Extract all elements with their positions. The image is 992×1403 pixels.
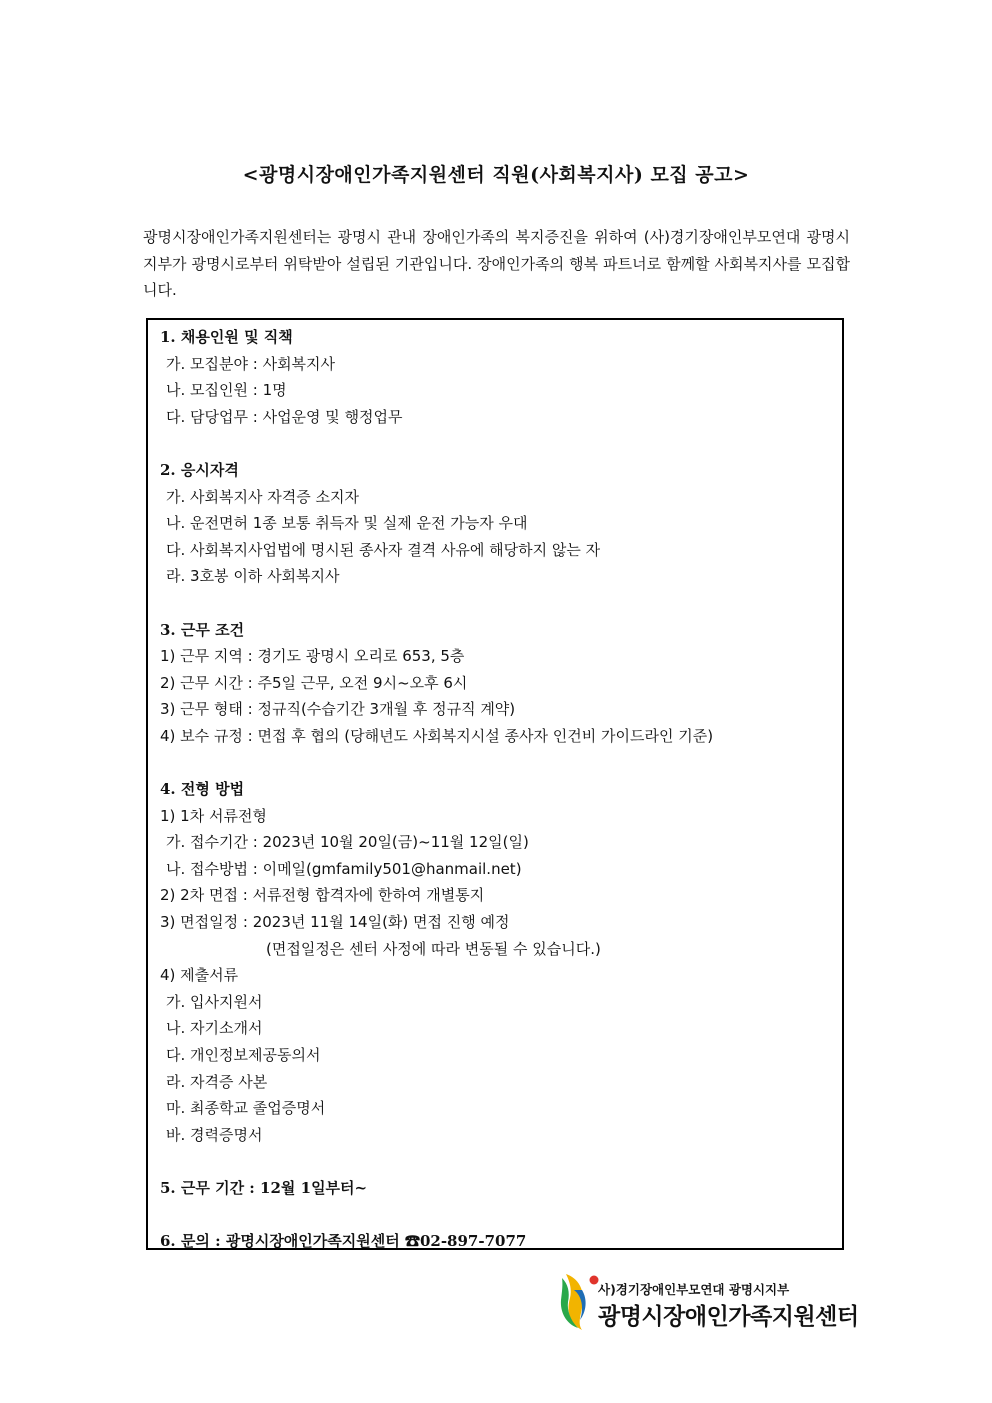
section-1-heading: 1. 채용인원 및 직책 [160,328,293,346]
intro-paragraph: 광명시장애인가족지원센터는 광명시 관내 장애인가족의 복지증진을 위하여 (사)경기장애인부모연대 광명시지부가 광명시로부터 위탁받아 설립된 기관입니다. 장애인가족의 행복 파트너로 함께할 사회복지사를 모집합니다. [143,228,850,299]
list-item: 나. 자기소개서 [166,1019,263,1038]
list-item: 1) 1차 서류전형 [160,806,267,825]
list-item: 가. 모집분야 : 사회복지사 [166,354,336,373]
list-item: 바. 경력증명서 [166,1125,263,1144]
section-4-heading: 4. 전형 방법 [160,780,245,799]
list-item: 라. 자격증 사본 [166,1072,268,1091]
list-item: 4) 보수 규정 : 면접 후 협의 (당해년도 사회복지시설 종사자 인건비 가이드라인 기준) [160,726,714,745]
section-6-heading: 6. 문의 : 광명시장애인가족지원센터 ☎02-897-7077 [160,1232,527,1251]
section-2-heading: 2. 응시자격 [160,460,239,479]
list-item: 2) 2차 면접 : 서류전형 합격자에 한하여 개별통지 [160,886,485,905]
recruitment-details-box [146,318,844,1250]
section-5-heading: 5. 근무 기간 : 12월 1일부터~ [160,1179,368,1197]
list-item: 2) 근무 시간 : 주5일 근무, 오전 9시~오후 6시 [160,673,468,692]
interview-schedule-note: (면접일정은 센터 사정에 따라 변동될 수 있습니다.) [266,939,601,958]
list-item: 4) 제출서류 [160,966,239,985]
list-item: 3) 근무 형태 : 정규직(수습기간 3개월 후 정규직 계약) [160,700,516,719]
section-3-heading: 3. 근무 조건 [160,620,245,639]
list-item: 나. 모집인원 : 1명 [166,381,287,400]
logo-org-text: 사)경기장애인부모연대 광명시지부 [598,1282,790,1297]
list-item: 3) 면접일정 : 2023년 11월 14일(화) 면접 진행 예정 [160,913,510,932]
logo-mark-icon [560,1268,600,1332]
list-item: 라. 3호봉 이하 사회복지사 [166,567,340,586]
list-item: 1) 근무 지역 : 경기도 광명시 오리로 653, 5층 [160,647,465,666]
center-logo [560,1268,860,1332]
logo-center-name: 광명시장애인가족지원센터 [598,1304,859,1330]
list-item: 가. 입사지원서 [166,992,263,1011]
list-item: 가. 사회복지사 자격증 소지자 [166,487,359,506]
list-item: 다. 개인정보제공동의서 [166,1046,321,1065]
list-item: 마. 최종학교 졸업증명서 [166,1099,326,1118]
list-item: 다. 사회복지사업법에 명시된 종사자 결격 사유에 해당하지 않는 자 [166,540,601,559]
page-title: <광명시장애인가족지원센터 직원(사회복지사) 모집 공고> [242,164,750,186]
list-item: 나. 운전면허 1종 보통 취득자 및 실제 운전 가능자 우대 [166,514,528,533]
list-item: 나. 접수방법 : 이메일(gmfamily501@hanmail.net) [166,859,522,878]
list-item: 가. 접수기간 : 2023년 10월 20일(금)~11월 12일(일) [166,833,529,852]
list-item: 다. 담당업무 : 사업운영 및 행정업무 [166,407,403,426]
